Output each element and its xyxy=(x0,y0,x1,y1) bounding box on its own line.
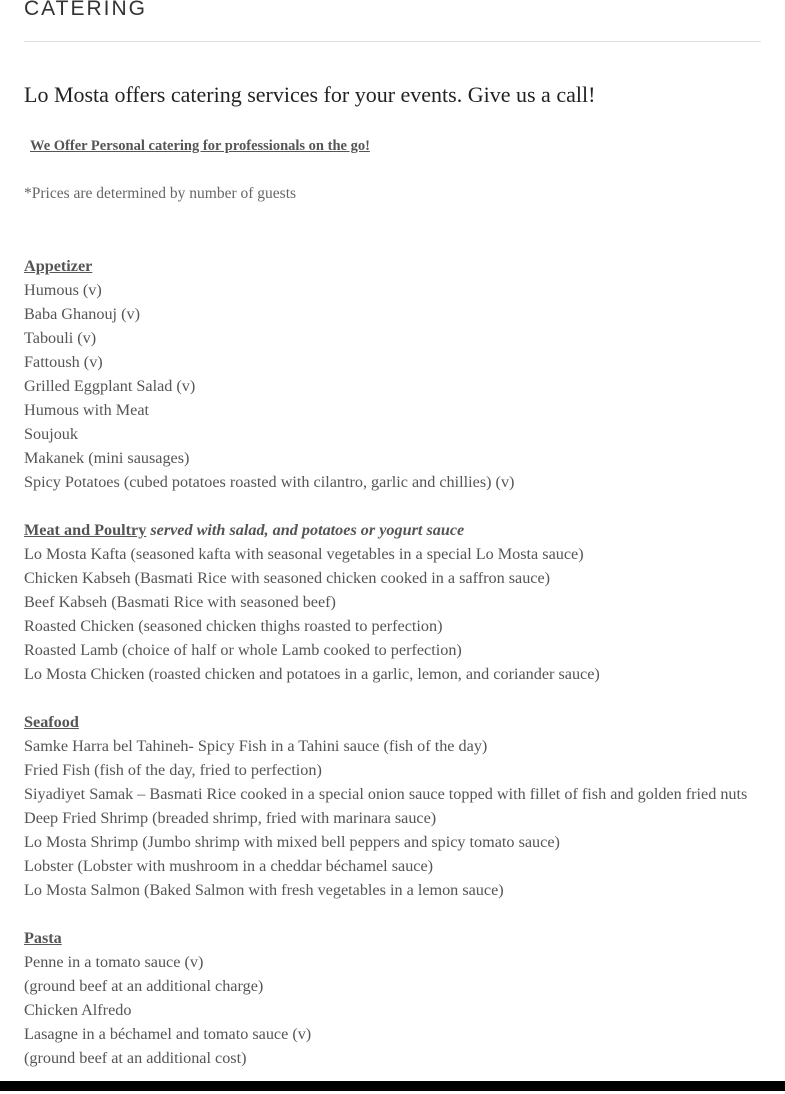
menu-item: Lo Mosta Kafta (seasoned kafta with seasonal vegetables in a special Lo Mosta sauce) xyxy=(24,545,584,563)
page-title: CATERING xyxy=(24,0,147,20)
menu-item: Grilled Eggplant Salad (v) xyxy=(24,377,196,395)
menu-item: Chicken Alfredo xyxy=(24,1001,132,1019)
section-heading xyxy=(24,710,769,734)
section-title-meat-poultry: Meat and Poultry xyxy=(24,521,147,539)
menu-item: Beef Kabseh (Basmati Rice with seasoned beef) xyxy=(24,593,336,611)
menu-item: Siyadiyet Samak – Basmati Rice cooked in a special onion sauce topped with fillet of fish and golden fried nuts xyxy=(24,785,748,803)
page-bottom-bar xyxy=(0,1081,785,1091)
section-title-seafood: Seafood xyxy=(24,713,79,731)
section-heading xyxy=(24,254,769,278)
menu-item: Fried Fish (fish of the day, fried to perfection) xyxy=(24,761,322,779)
section-title-pasta: Pasta xyxy=(24,929,62,947)
menu-item: Deep Fried Shrimp (breaded shrimp, fried with marinara sauce) xyxy=(24,809,437,827)
section-heading xyxy=(24,518,769,542)
section-title-appetizer: Appetizer xyxy=(24,257,93,275)
meat-poultry-section xyxy=(24,518,769,686)
menu-item: (ground beef at an additional charge) xyxy=(24,977,264,995)
menu-item: Lasagne in a béchamel and tomato sauce (v) xyxy=(24,1025,312,1043)
menu-item: Tabouli (v) xyxy=(24,329,97,347)
menu-item: Lo Mosta Chicken (roasted chicken and potatoes in a garlic, lemon, and coriander sauce) xyxy=(24,665,600,683)
pricing-note: *Prices are determined by number of guests xyxy=(24,185,297,202)
pasta-section xyxy=(24,926,769,1070)
menu-item: Fattoush (v) xyxy=(24,353,103,371)
menu-item: Humous with Meat xyxy=(24,401,149,419)
menu-item: Penne in a tomato sauce (v) xyxy=(24,953,204,971)
menu-item: Baba Ghanouj (v) xyxy=(24,305,140,323)
seafood-section xyxy=(24,710,769,902)
menu-item: Lobster (Lobster with mushroom in a cheddar béchamel sauce) xyxy=(24,857,434,875)
menu-item: Spicy Potatoes (cubed potatoes roasted with cilantro, garlic and chillies) (v) xyxy=(24,473,515,491)
menu-item: Chicken Kabseh (Basmati Rice with seasoned chicken cooked in a saffron sauce) xyxy=(24,569,551,587)
menu-item: Humous (v) xyxy=(24,281,102,299)
intro-text: Lo Mosta offers catering services for your events. Give us a call! xyxy=(24,82,596,107)
section-subtitle: served with salad, and potatoes or yogurt sauce xyxy=(150,521,465,539)
title-divider xyxy=(24,41,761,42)
menu-item: Makanek (mini sausages) xyxy=(24,449,190,467)
appetizer-section xyxy=(24,254,769,494)
menu-item: Lo Mosta Salmon (Baked Salmon with fresh vegetables in a lemon sauce) xyxy=(24,881,504,899)
section-heading xyxy=(24,926,769,950)
personal-catering-offer: We Offer Personal catering for professionals on the go! xyxy=(30,138,370,154)
menu-item: Lo Mosta Shrimp (Jumbo shrimp with mixed bell peppers and spicy tomato sauce) xyxy=(24,833,560,851)
menu-item: Roasted Lamb (choice of half or whole Lamb cooked to perfection) xyxy=(24,641,462,659)
menu-item: Samke Harra bel Tahineh- Spicy Fish in a Tahini sauce (fish of the day) xyxy=(24,737,488,755)
menu-item: (ground beef at an additional cost) xyxy=(24,1049,247,1067)
catering-menu xyxy=(24,254,769,1094)
menu-item: Roasted Chicken (seasoned chicken thighs roasted to perfection) xyxy=(24,617,443,635)
menu-item: Soujouk xyxy=(24,425,78,443)
